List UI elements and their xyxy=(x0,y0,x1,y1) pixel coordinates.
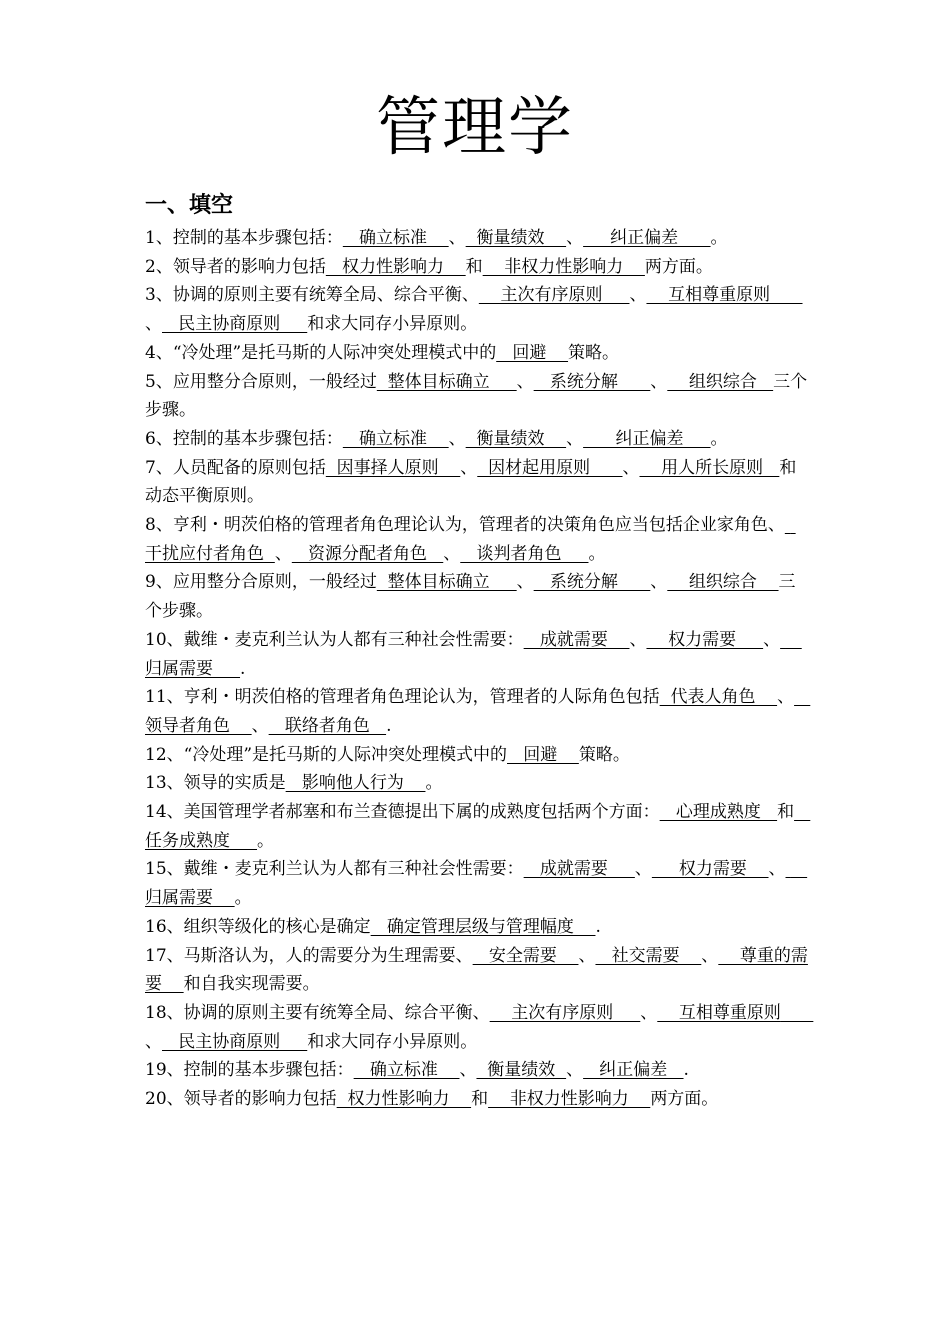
question-text: 和 xyxy=(465,256,483,277)
question-item xyxy=(145,339,810,368)
answer-blank: 成就需要 xyxy=(523,629,630,650)
question-item xyxy=(145,855,810,912)
question-text: 。 xyxy=(257,830,275,851)
question-item xyxy=(145,253,810,282)
question-text: 和动态平衡原则。 xyxy=(145,457,797,507)
question-text: 、 xyxy=(516,371,534,392)
answer-blank: 权力性影响力 xyxy=(336,1089,472,1110)
answer-blank: 衡量绩效 xyxy=(476,1060,567,1081)
answer-blank: 社交需要 xyxy=(595,945,702,966)
question-text: 、 xyxy=(459,1060,477,1081)
question-text: 18、协调的原则主要有统筹全局、综合平衡、 xyxy=(145,1002,490,1023)
answer-blank: 尊重的需要 xyxy=(145,945,808,995)
question-text: 1、控制的基本步骤包括： xyxy=(145,228,343,248)
question-text: 6、控制的基本步骤包括： xyxy=(145,428,343,449)
question-text: . xyxy=(240,658,246,679)
question-text: 、 xyxy=(566,428,584,449)
question-item xyxy=(145,741,810,770)
question-text: 、 xyxy=(640,1002,658,1023)
answer-blank: 确立标准 xyxy=(342,228,449,248)
answer-blank: 安全需要 xyxy=(472,945,579,966)
question-text: 三个步骤。 xyxy=(145,371,808,421)
section-heading: 一、填空 xyxy=(145,193,234,218)
question-text: . xyxy=(683,1060,689,1081)
answer-blank: 用人所长原则 xyxy=(639,457,780,478)
answer-blank: 回避 xyxy=(496,342,569,363)
question-text: 和 xyxy=(777,802,795,823)
question-text: 5、应用整分合原则，一般经过 xyxy=(145,371,377,392)
answer-blank: 领导者角色 xyxy=(145,687,811,736)
answer-blank: 影响他人行为 xyxy=(285,773,426,794)
question-text: 、 xyxy=(634,859,652,880)
question-text: 4、“冷处理”是托马斯的人际冲突处理模式中的 xyxy=(145,342,497,363)
question-text: 和 xyxy=(471,1089,489,1110)
question-item xyxy=(145,368,810,425)
question-text: 、 xyxy=(251,715,269,736)
answer-blank: 代表人角色 xyxy=(659,687,778,708)
question-item xyxy=(145,1056,810,1085)
question-text: 7、人员配备的原则包括 xyxy=(145,457,326,478)
answer-blank: 整体目标确立 xyxy=(376,572,517,593)
question-item xyxy=(145,454,810,511)
question-text: 、 xyxy=(763,629,781,650)
question-item xyxy=(145,626,810,683)
answer-blank: 权力性影响力 xyxy=(325,256,466,277)
answer-blank: 纠正偏差 xyxy=(583,228,711,248)
answer-blank: 成就需要 xyxy=(523,859,635,880)
question-text: 8、亨利・明茨伯格的管理者角色理论认为，管理者的决策角色应当包括企业家角色、 xyxy=(145,515,785,536)
question-item xyxy=(145,568,810,625)
question-text: 17、马斯洛认为，人的需要分为生理需要、 xyxy=(145,945,473,966)
answer-blank: 系统分解 xyxy=(533,371,651,392)
question-text: 。 xyxy=(588,543,606,564)
question-item xyxy=(145,798,810,855)
question-text: 11、亨利・明茨伯格的管理者角色理论认为，管理者的人际角色包括 xyxy=(145,687,660,708)
answer-blank: 权力需要 xyxy=(646,629,764,650)
question-text: 、 xyxy=(650,572,668,593)
question-text: 三个步骤。 xyxy=(145,572,796,622)
question-text: 、 xyxy=(448,228,466,248)
answer-blank: 心理成熟度 xyxy=(659,802,778,823)
answer-blank: 谈判者角色 xyxy=(460,543,589,564)
question-text: 16、组织等级化的核心是确定 xyxy=(145,916,371,937)
question-text: 、 xyxy=(650,371,668,392)
question-text: 、 xyxy=(768,859,786,880)
question-text: 。 xyxy=(710,228,728,248)
question-text: 、 xyxy=(566,1060,584,1081)
question-item xyxy=(145,913,810,942)
question-text: 两方面。 xyxy=(650,1089,719,1110)
answer-blank: 组织综合 xyxy=(667,572,779,593)
question-text: 19、控制的基本步骤包括： xyxy=(145,1060,354,1081)
answer-blank: 主次有序原则 xyxy=(489,1002,641,1023)
question-text: 、 xyxy=(629,629,647,650)
answer-blank: 确立标准 xyxy=(342,428,449,449)
question-text: . xyxy=(386,715,392,736)
answer-blank: 互相尊重原则 xyxy=(646,285,803,306)
question-item xyxy=(145,1085,810,1114)
answer-blank: 非权力性影响力 xyxy=(488,1089,651,1110)
question-text: 15、戴维・麦克利兰认为人都有三种社会性需要： xyxy=(145,859,524,880)
question-text: 、 xyxy=(274,543,292,564)
answer-blank: 任务成熟度 xyxy=(145,802,811,851)
answer-blank: 归属需要 xyxy=(145,859,808,909)
answer-blank: 互相尊重原则 xyxy=(657,1002,814,1023)
question-item xyxy=(145,224,810,253)
answer-blank: 民主协商原则 xyxy=(162,314,308,335)
question-text: 两方面。 xyxy=(644,256,713,277)
question-text: 10、戴维・麦克利兰认为人都有三种社会性需要： xyxy=(145,629,524,650)
question-text: 、 xyxy=(777,687,795,708)
question-text: 、 xyxy=(448,428,466,449)
question-text: 、 xyxy=(629,285,647,306)
answer-blank: 系统分解 xyxy=(533,572,651,593)
answer-blank: 组织综合 xyxy=(667,371,774,392)
question-text: . xyxy=(595,916,601,937)
question-item xyxy=(145,683,810,740)
answer-blank: 联络者角色 xyxy=(268,715,387,736)
question-text: 20、领导者的影响力包括 xyxy=(145,1089,337,1110)
question-list xyxy=(145,224,814,1114)
question-text: 、 xyxy=(145,314,162,335)
question-item xyxy=(145,511,810,568)
question-text: 、 xyxy=(145,1031,162,1052)
question-item xyxy=(145,769,810,798)
document-title: 管理学 xyxy=(376,91,574,165)
question-text: 9、应用整分合原则，一般经过 xyxy=(145,572,377,593)
question-text: 2、领导者的影响力包括 xyxy=(145,256,326,277)
question-text: 、 xyxy=(516,572,534,593)
answer-blank: 回避 xyxy=(507,744,579,765)
answer-blank: 衡量绩效 xyxy=(465,228,567,248)
question-text: 。 xyxy=(425,773,443,794)
question-text: 策略。 xyxy=(578,744,630,765)
question-item xyxy=(145,281,810,338)
question-text: 、 xyxy=(443,543,461,564)
answer-blank: 因材起用原则 xyxy=(477,457,623,478)
answer-blank: 主次有序原则 xyxy=(478,285,630,306)
question-text: 。 xyxy=(710,428,728,449)
answer-blank: 权力需要 xyxy=(651,859,769,880)
question-item xyxy=(145,942,810,999)
answer-blank: 资源分配者角色 xyxy=(291,543,444,564)
answer-blank: 纠正偏差 xyxy=(583,428,711,449)
question-item xyxy=(145,999,814,1056)
answer-blank: 整体目标确立 xyxy=(376,371,517,392)
question-text: 14、美国管理学者郝塞和布兰查德提出下属的成熟度包括两个方面： xyxy=(145,802,660,823)
answer-blank: 衡量绩效 xyxy=(465,428,567,449)
answer-blank: 民主协商原则 xyxy=(162,1031,308,1052)
question-text: 3、协调的原则主要有统筹全局、综合平衡、 xyxy=(145,285,479,306)
question-text: 策略。 xyxy=(568,342,620,363)
question-text: 和自我实现需要。 xyxy=(183,974,320,995)
answer-blank: 确定管理层级与管理幅度 xyxy=(370,916,596,937)
question-text: 、 xyxy=(566,228,584,248)
answer-blank: 确立标准 xyxy=(353,1060,460,1081)
question-text: 13、领导的实质是 xyxy=(145,773,286,794)
answer-blank: 纠正偏差 xyxy=(583,1060,684,1081)
question-text: 12、“冷处理”是托马斯的人际冲突处理模式中的 xyxy=(145,744,508,765)
answer-blank: 干扰应付者角色 xyxy=(145,515,796,564)
answer-blank: 归属需要 xyxy=(145,629,802,679)
question-text: 。 xyxy=(234,888,252,909)
question-text: 、 xyxy=(578,945,596,966)
question-text: 、 xyxy=(622,457,640,478)
answer-blank: 非权力性影响力 xyxy=(482,256,645,277)
answer-blank: 因事择人原则 xyxy=(325,457,461,478)
question-text: 、 xyxy=(701,945,719,966)
question-text: 和求大同存小异原则。 xyxy=(307,1031,478,1052)
question-text: 和求大同存小异原则。 xyxy=(307,314,478,335)
question-text: 、 xyxy=(460,457,478,478)
question-item xyxy=(145,425,810,454)
